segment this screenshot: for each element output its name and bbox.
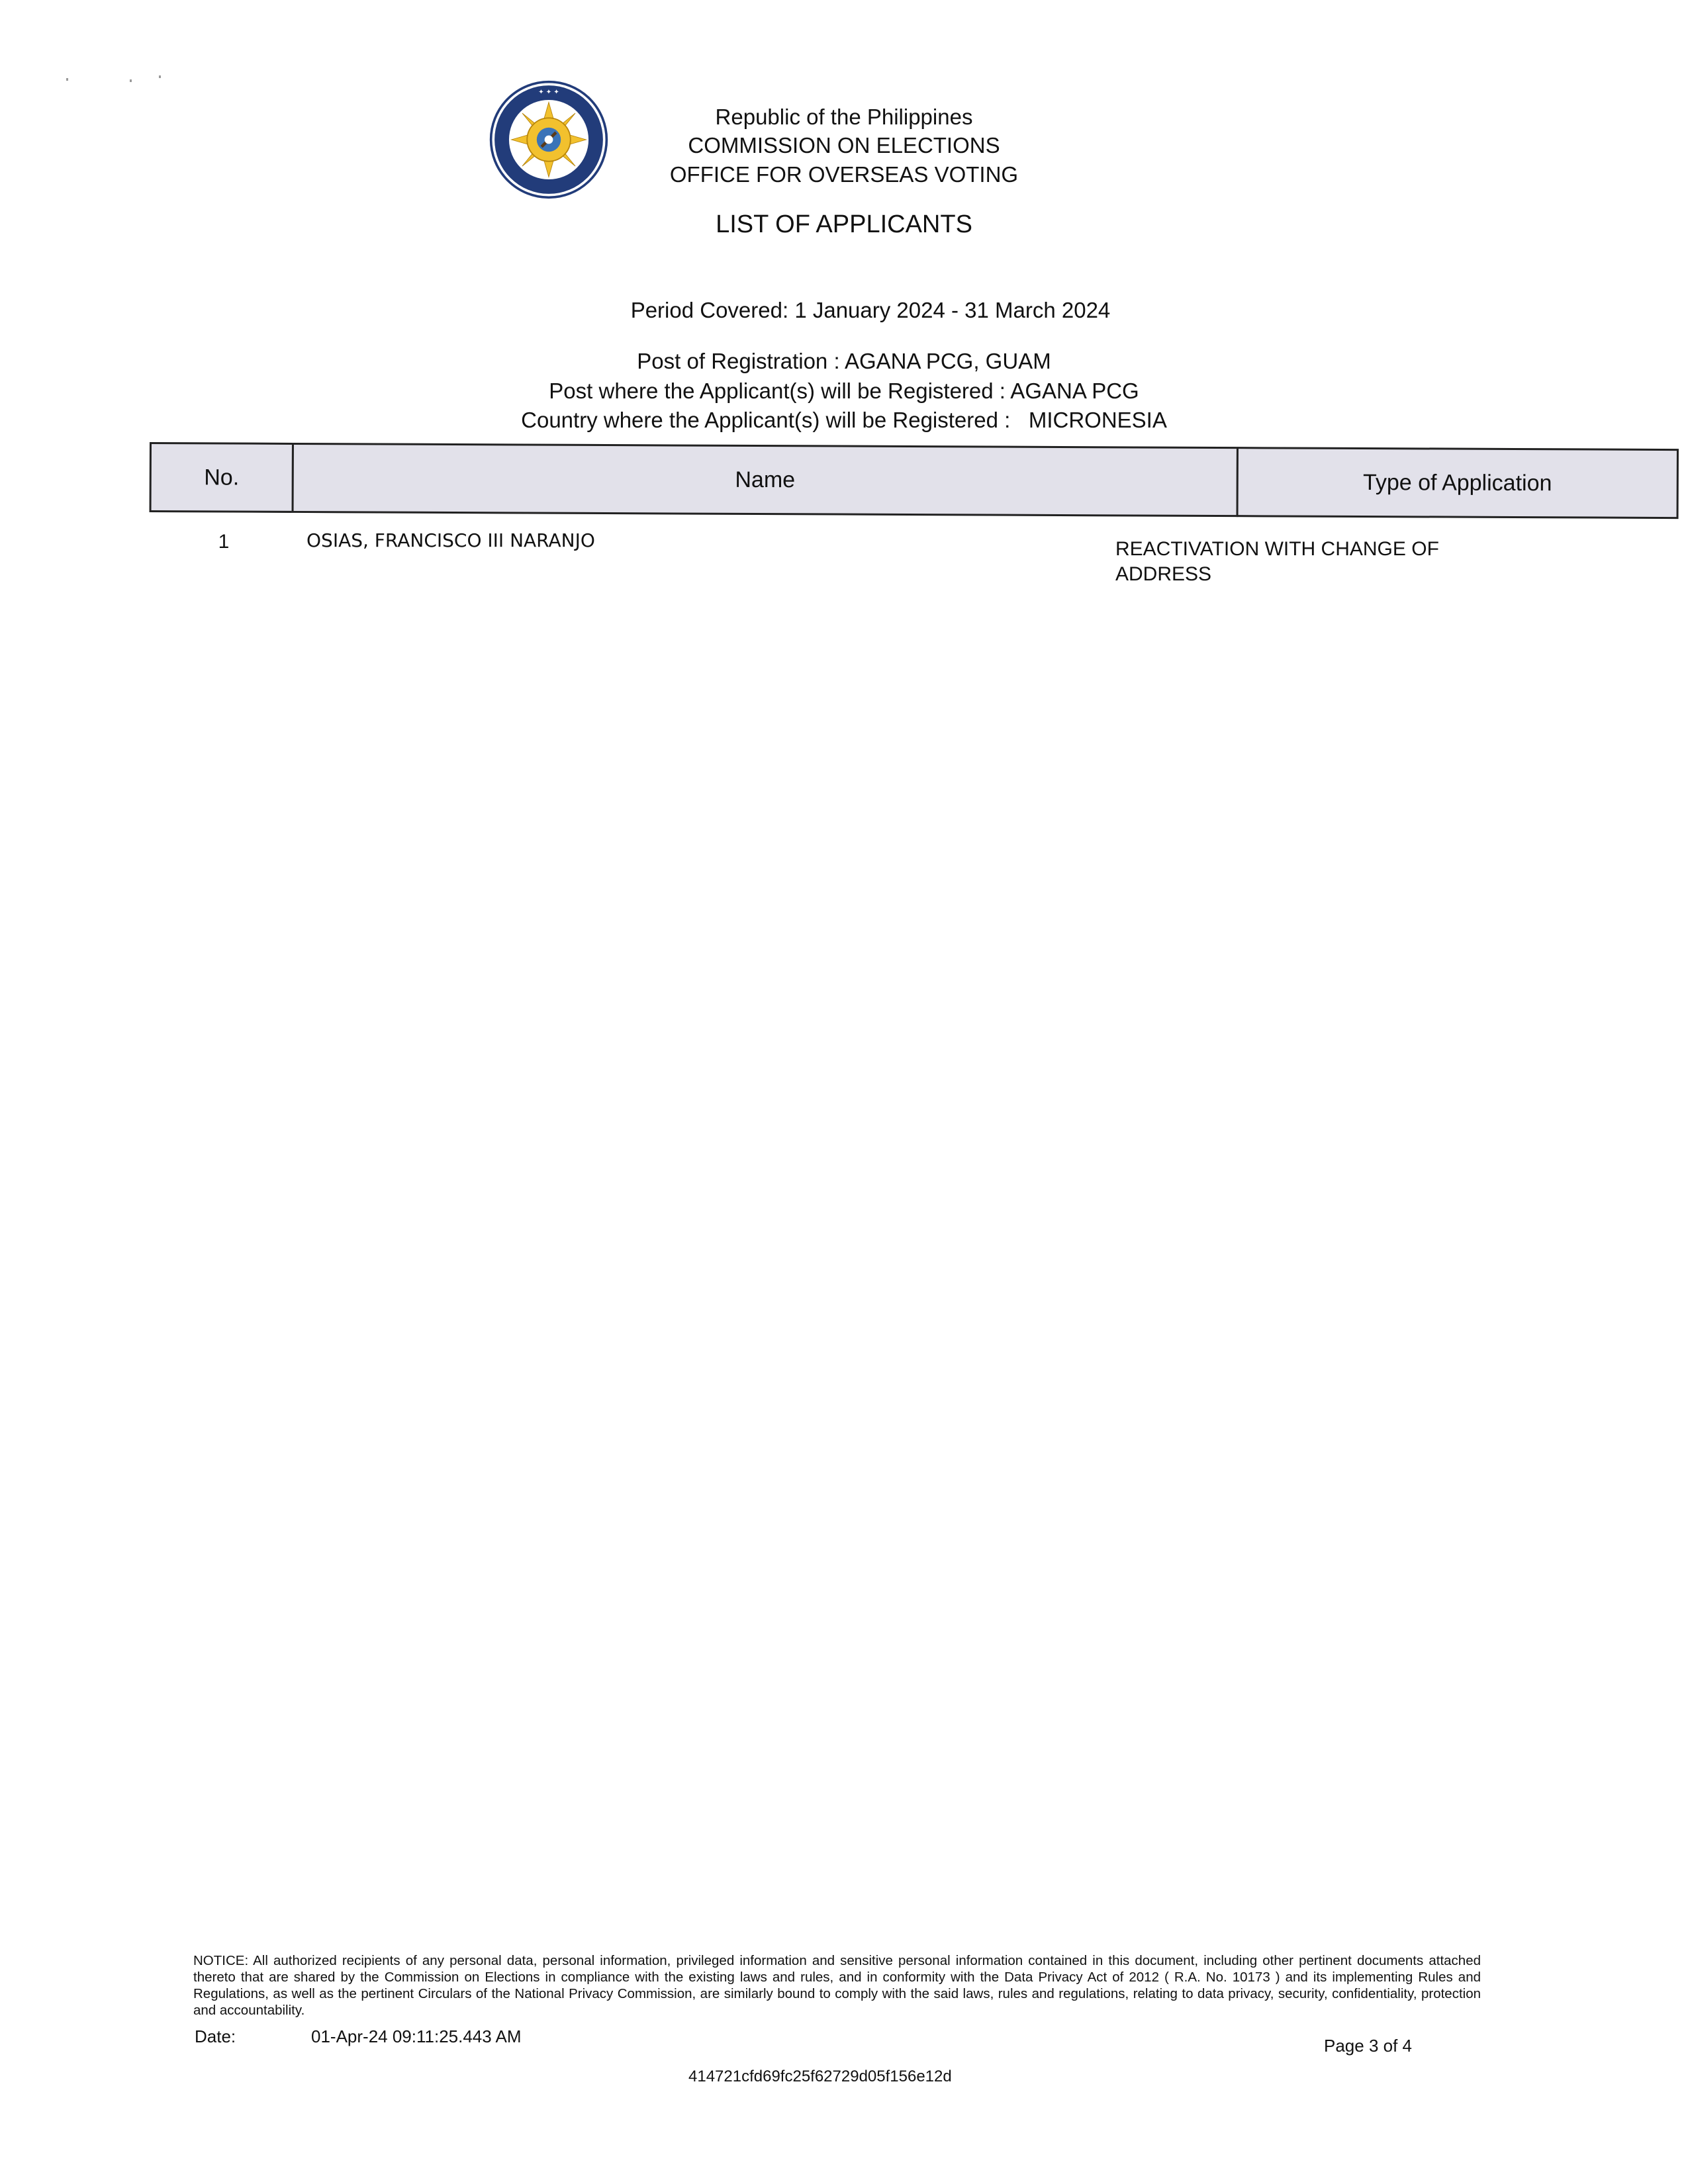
column-header-type: Type of Application bbox=[1237, 447, 1679, 519]
row-1-type-line2: ADDRESS bbox=[1115, 563, 1212, 585]
document-title: LIST OF APPLICANTS bbox=[716, 210, 972, 238]
date-label: Date: bbox=[195, 2026, 236, 2046]
document-hash: 414721cfd69fc25f62729d05f156e12d bbox=[688, 2068, 952, 2085]
row-1-type bbox=[1115, 537, 1486, 587]
privacy-notice: NOTICE: All authorized recipients of any personal data, personal information, privileged information and sensitive personal information contained in this document, including other pertinent documents attached thereto that are shared by the Commission on Elections in compliance with the existing laws and rules, and in conformity with the Data Privacy Act of 2012 ( R.A. No. 10173 ) and its implementing Rules and Regulations, as well as the pertinent Circulars of the National Privacy Commission, are similarly bound to comply with the said laws, rules and regulations, relating to data privacy, security, confidentiality, protection and accountability. bbox=[193, 1953, 1481, 2018]
page-number: Page 3 of 4 bbox=[1324, 2036, 1412, 2056]
date-value: 01-Apr-24 09:11:25.443 AM bbox=[311, 2026, 522, 2046]
svg-text:✦ ✦ ✦: ✦ ✦ ✦ bbox=[538, 88, 559, 96]
header-republic: Republic of the Philippines bbox=[715, 105, 973, 129]
country-registered: Country where the Applicant(s) will be Registered : MICRONESIA bbox=[521, 408, 1167, 432]
period-covered: Period Covered: 1 January 2024 - 31 March 2024 bbox=[630, 298, 1111, 322]
row-1-type-line1: REACTIVATION WITH CHANGE OF bbox=[1115, 538, 1439, 560]
scan-speck bbox=[159, 75, 161, 78]
post-registered: Post where the Applicant(s) will be Registered : AGANA PCG bbox=[549, 379, 1139, 403]
header-commission: COMMISSION ON ELECTIONS bbox=[688, 133, 1000, 158]
scan-speck bbox=[130, 79, 132, 82]
header-office: OFFICE FOR OVERSEAS VOTING bbox=[669, 162, 1019, 187]
post-of-registration: Post of Registration : AGANA PCG, GUAM bbox=[637, 349, 1051, 373]
row-1-no: 1 bbox=[218, 531, 230, 553]
applicants-table bbox=[150, 442, 1552, 521]
row-1-name: OSIAS, FRANCISCO III NARANJO bbox=[306, 529, 595, 551]
scan-speck bbox=[66, 78, 68, 81]
column-header-no: No. bbox=[150, 442, 294, 513]
column-header-name: Name bbox=[292, 443, 1239, 517]
